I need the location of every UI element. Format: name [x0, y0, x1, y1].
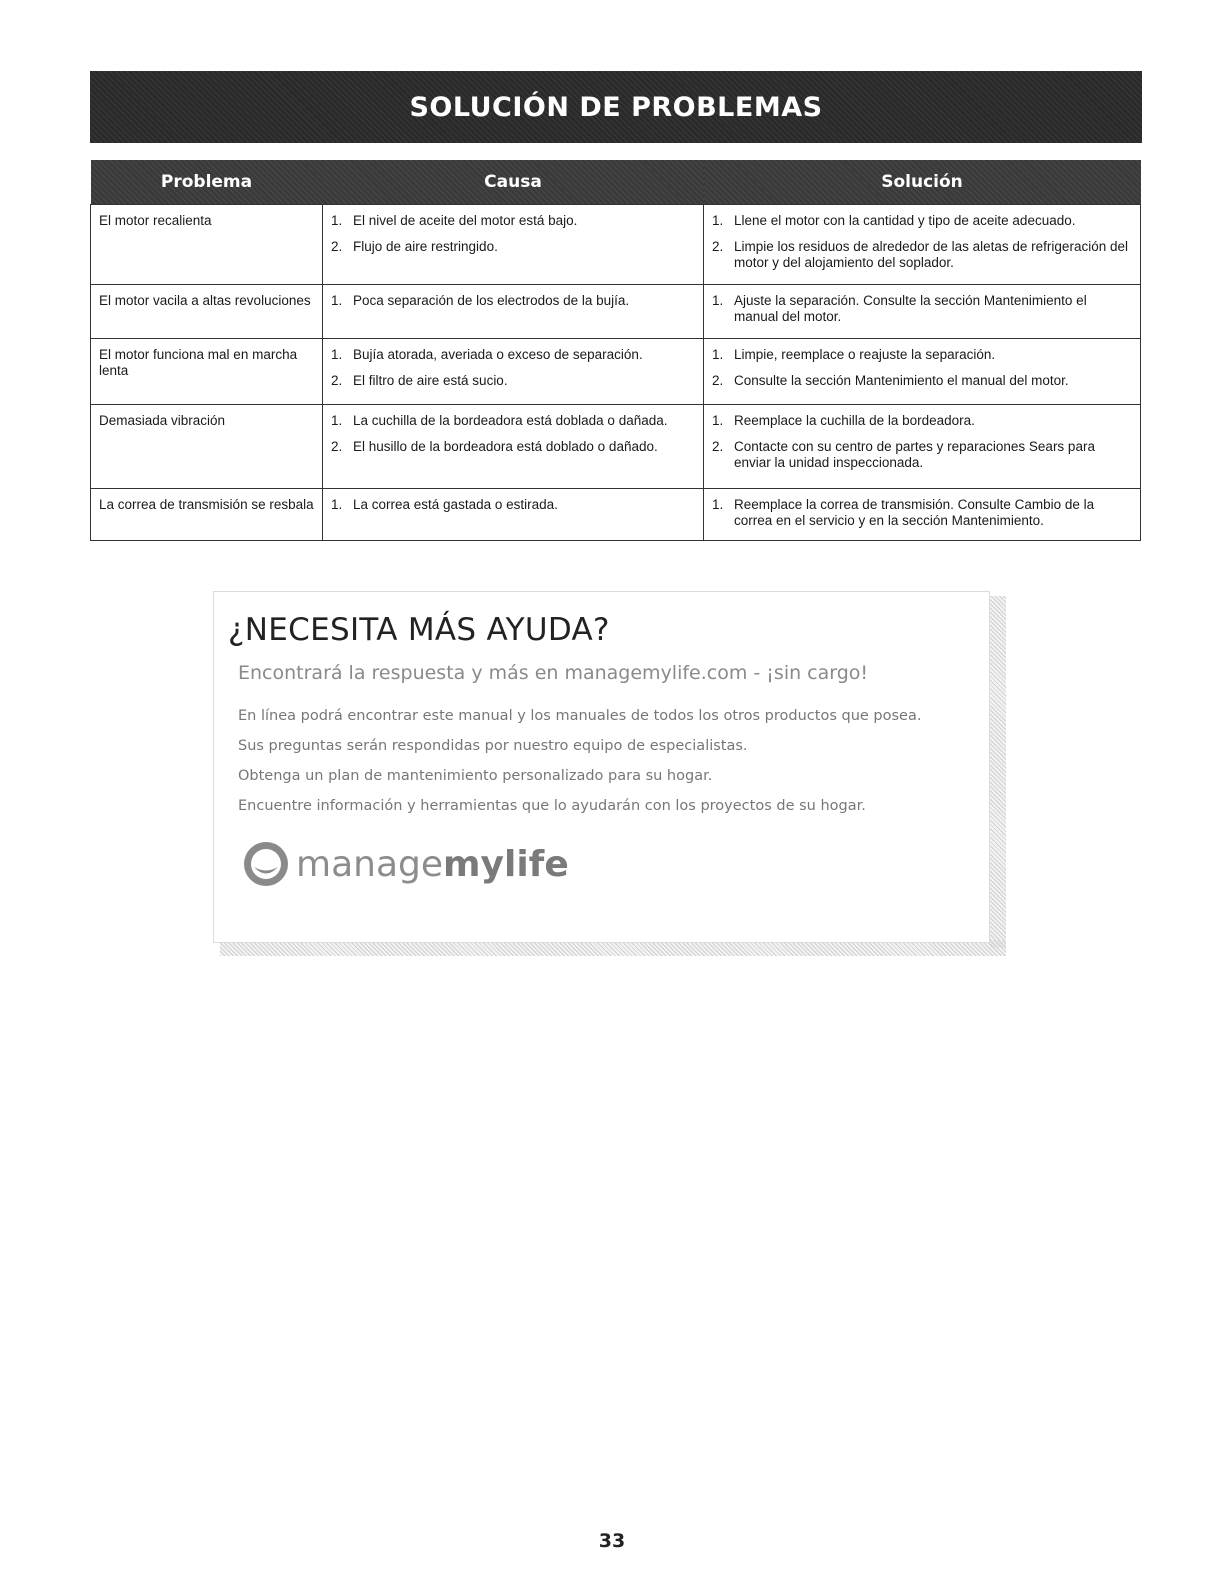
list-item: 1. Ajuste la separación. Consulte la sección Mantenimiento el manual del motor.	[712, 293, 1087, 324]
cause-list	[331, 413, 695, 455]
cause-list	[331, 347, 695, 389]
help-box-shadow-right	[990, 596, 1006, 948]
troubleshooting-table	[90, 160, 1141, 541]
cause-list	[331, 293, 695, 309]
cause-cell	[323, 285, 704, 339]
managemylife-logo-icon	[242, 840, 290, 888]
solution-cell	[704, 285, 1141, 339]
help-box	[213, 591, 990, 943]
list-item: 2. Contacte con su centro de partes y reparaciones Sears para enviar la unidad inspeccionada.	[712, 439, 1095, 470]
list-item: 1. Reemplace la cuchilla de la bordeadora.	[712, 413, 975, 428]
column-header-solution: Solución	[704, 160, 1141, 205]
problem-cell: El motor vacila a altas revoluciones	[91, 285, 323, 339]
help-lines	[238, 706, 921, 826]
table-row	[91, 285, 1141, 339]
list-item: 2. Consulte la sección Mantenimiento el manual del motor.	[712, 373, 1069, 388]
list-item: 1. Reemplace la correa de transmisión. Consulte Cambio de la correa en el servicio y en la sección Mantenimiento.	[712, 497, 1095, 528]
table-row	[91, 405, 1141, 489]
problem-cell: La correa de transmisión se resbala	[91, 489, 323, 541]
section-header	[90, 71, 1142, 143]
cause-cell	[323, 489, 704, 541]
column-header-problem: Problema	[91, 160, 323, 205]
table-row	[91, 339, 1141, 405]
list-item: En línea podrá encontrar este manual y los manuales de todos los otros productos que posea.	[238, 708, 922, 724]
solution-list	[712, 413, 1132, 471]
cause-cell	[323, 205, 704, 285]
list-item: 2. Limpie los residuos de alrededor de las aletas de refrigeración del motor y del alojamiento del soplador.	[712, 239, 1128, 270]
problem-cell: Demasiada vibración	[91, 405, 323, 489]
list-item: 1. Llene el motor con la cantidad y tipo de aceite adecuado.	[712, 213, 1076, 228]
cause-list	[331, 213, 695, 255]
list-item: 1. Poca separación de los electrodos de la bujía.	[331, 293, 630, 308]
problem-cell: El motor funciona mal en marcha lenta	[91, 339, 323, 405]
solution-list	[712, 497, 1132, 529]
list-item: 1. La cuchilla de la bordeadora está doblada o dañada.	[331, 413, 668, 428]
table-row	[91, 205, 1141, 285]
list-item: 1. Bujía atorada, averiada o exceso de separación.	[331, 347, 643, 362]
list-item: 2. El husillo de la bordeadora está doblado o dañado.	[331, 439, 658, 454]
problem-cell: El motor recalienta	[91, 205, 323, 285]
list-item: 1. Limpie, reemplace o reajuste la separación.	[712, 347, 996, 362]
solution-list	[712, 293, 1132, 325]
page-title: SOLUCIÓN DE PROBLEMAS	[409, 91, 823, 123]
list-item: 1. El nivel de aceite del motor está bajo.	[331, 213, 578, 228]
cause-cell	[323, 339, 704, 405]
list-item: Encuentre información y herramientas que lo ayudarán con los proyectos de su hogar.	[238, 798, 866, 814]
list-item: 1. La correa está gastada o estirada.	[331, 497, 558, 512]
list-item: 2. El filtro de aire está sucio.	[331, 373, 508, 388]
solution-cell	[704, 339, 1141, 405]
list-item: 2. Flujo de aire restringido.	[331, 239, 498, 254]
help-subtitle: Encontrará la respuesta y más en managemylife.com - ¡sin cargo!	[238, 662, 869, 684]
cause-cell	[323, 405, 704, 489]
table-row	[91, 489, 1141, 541]
cause-list	[331, 497, 695, 513]
managemylife-logo: managemylife	[242, 840, 569, 888]
list-item: Obtenga un plan de mantenimiento personalizado para su hogar.	[238, 768, 713, 784]
solution-list	[712, 347, 1132, 389]
page-number: 33	[598, 1530, 626, 1552]
list-item: Sus preguntas serán respondidas por nuestro equipo de especialistas.	[238, 738, 748, 754]
solution-cell	[704, 405, 1141, 489]
solution-list	[712, 213, 1132, 271]
solution-cell	[704, 489, 1141, 541]
help-title: ¿NECESITA MÁS AYUDA?	[228, 612, 610, 648]
solution-cell	[704, 205, 1141, 285]
column-header-cause: Causa	[323, 160, 704, 205]
table-header-row	[91, 160, 1141, 205]
